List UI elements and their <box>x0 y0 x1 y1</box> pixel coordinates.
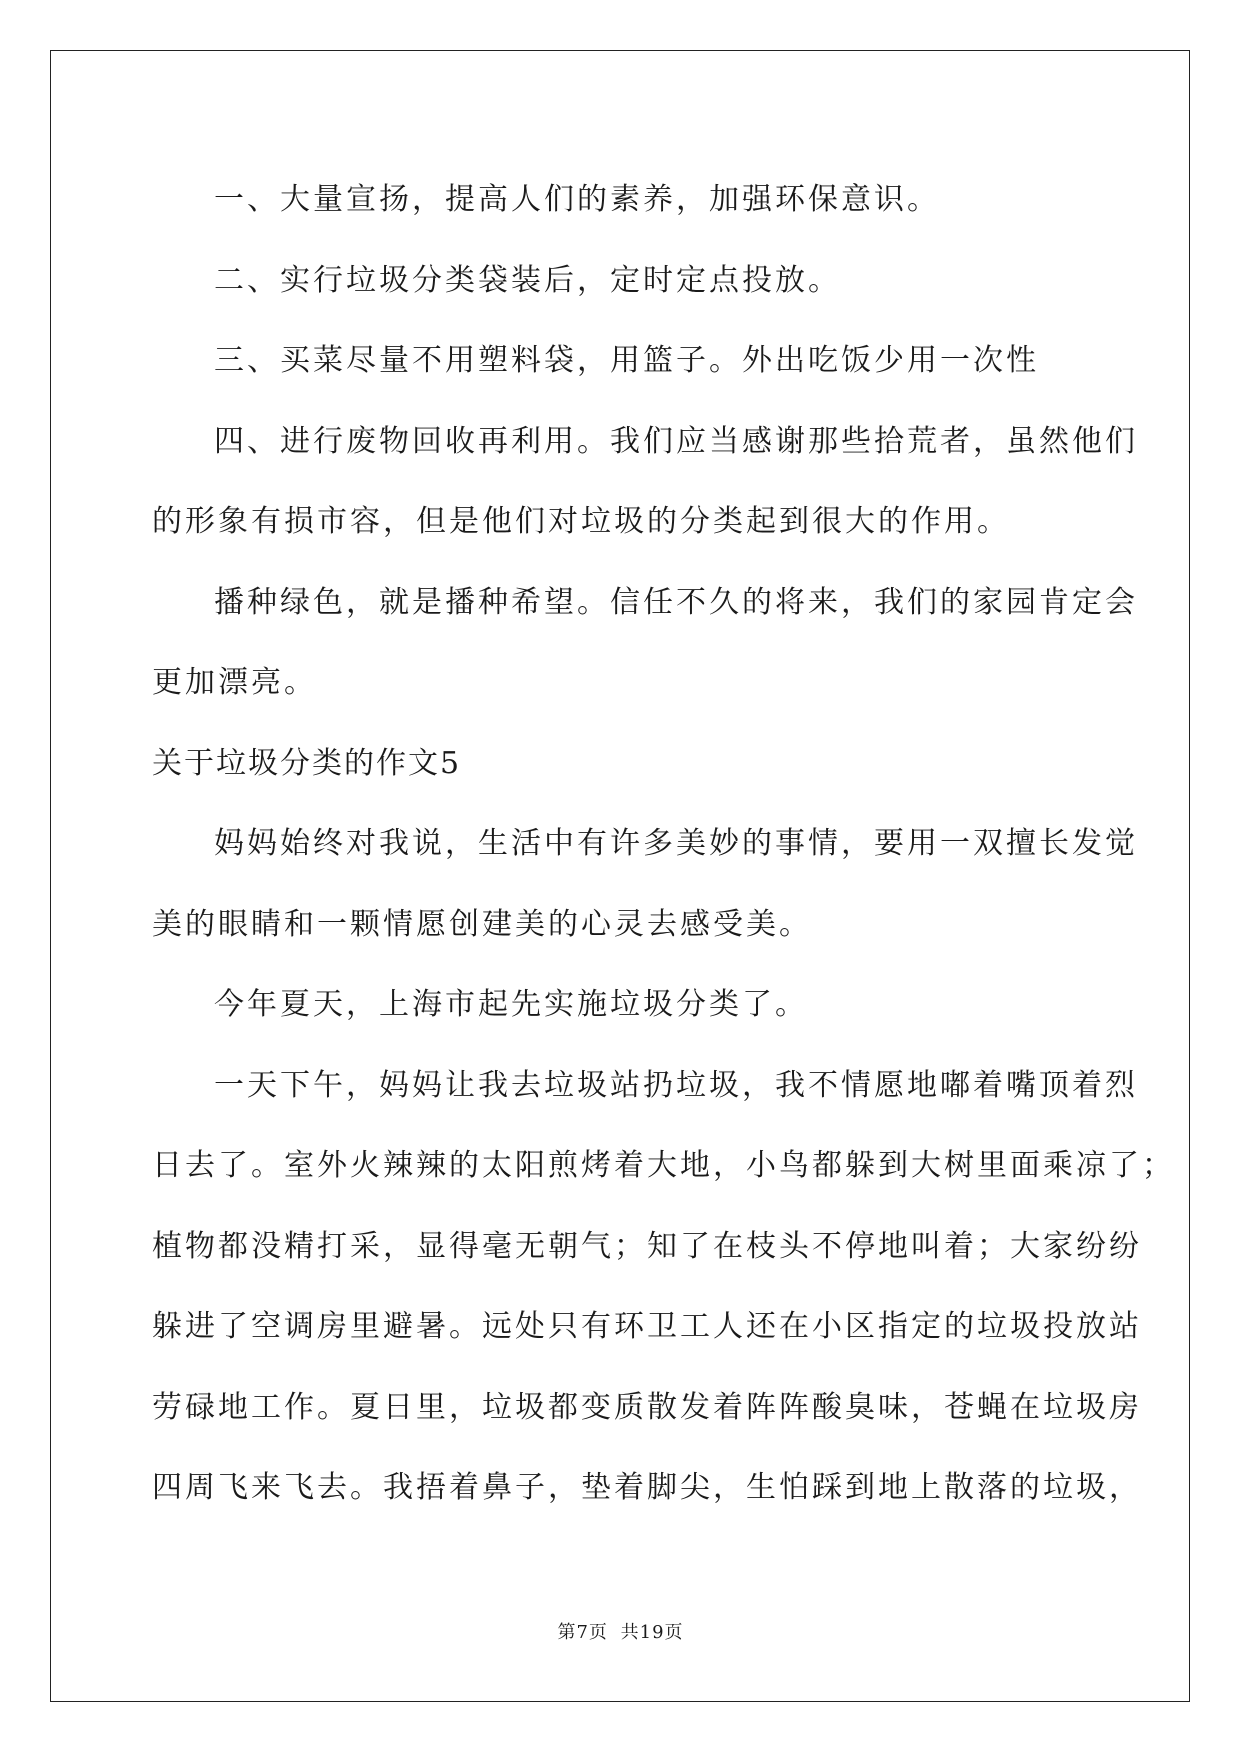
page-footer <box>0 1618 1241 1644</box>
paragraph-line: 劳碌地工作。夏日里，垃圾都变质散发着阵阵酸臭味，苍蝇在垃圾房 <box>152 1389 1142 1425</box>
essay-heading: 关于垃圾分类的作文5 <box>152 745 462 781</box>
current-page-label: 第7页 <box>557 1622 608 1643</box>
paragraph-line: 植物都没精打采，显得毫无朝气；知了在枝头不停地叫着；大家纷纷 <box>152 1228 1142 1264</box>
paragraph-line: 的形象有损市容，但是他们对垃圾的分类起到很大的作用。 <box>152 504 1010 539</box>
paragraph-line: 妈妈始终对我说，生活中有许多美妙的事情，要用一双擅长发觉 <box>214 826 1138 861</box>
paragraph-line: 日去了。室外火辣辣的太阳煎烤着大地，小鸟都躲到大树里面乘凉了； <box>152 1148 1175 1183</box>
paragraph-line: 一、大量宣扬，提高人们的素养，加强环保意识。 <box>214 182 940 217</box>
paragraph-line: 播种绿色，就是播种希望。信任不久的将来，我们的家园肯定会 <box>214 584 1138 620</box>
paragraph-line: 四周飞来飞去。我捂着鼻子，垫着脚尖，生怕踩到地上散落的垃圾， <box>152 1470 1142 1505</box>
paragraph-line: 二、实行垃圾分类袋装后，定时定点投放。 <box>214 262 841 298</box>
document-body <box>152 160 1175 1529</box>
paragraph-line: 今年夏天，上海市起先实施垃圾分类了。 <box>214 987 808 1022</box>
paragraph-line: 四、进行废物回收再利用。我们应当感谢那些拾荒者，虽然他们 <box>214 423 1138 459</box>
paragraph-line: 美的眼睛和一颗情愿创建美的心灵去感受美。 <box>152 906 812 942</box>
paragraph-line: 躲进了空调房里避暑。远处只有环卫工人还在小区指定的垃圾投放站 <box>152 1309 1142 1344</box>
total-pages-label: 共19页 <box>620 1622 684 1643</box>
paragraph-line: 一天下午，妈妈让我去垃圾站扔垃圾，我不情愿地嘟着嘴顶着烈 <box>214 1067 1138 1103</box>
paragraph-line: 三、买菜尽量不用塑料袋，用篮子。外出吃饭少用一次性 <box>214 343 1039 378</box>
paragraph-line: 更加漂亮。 <box>152 665 317 700</box>
